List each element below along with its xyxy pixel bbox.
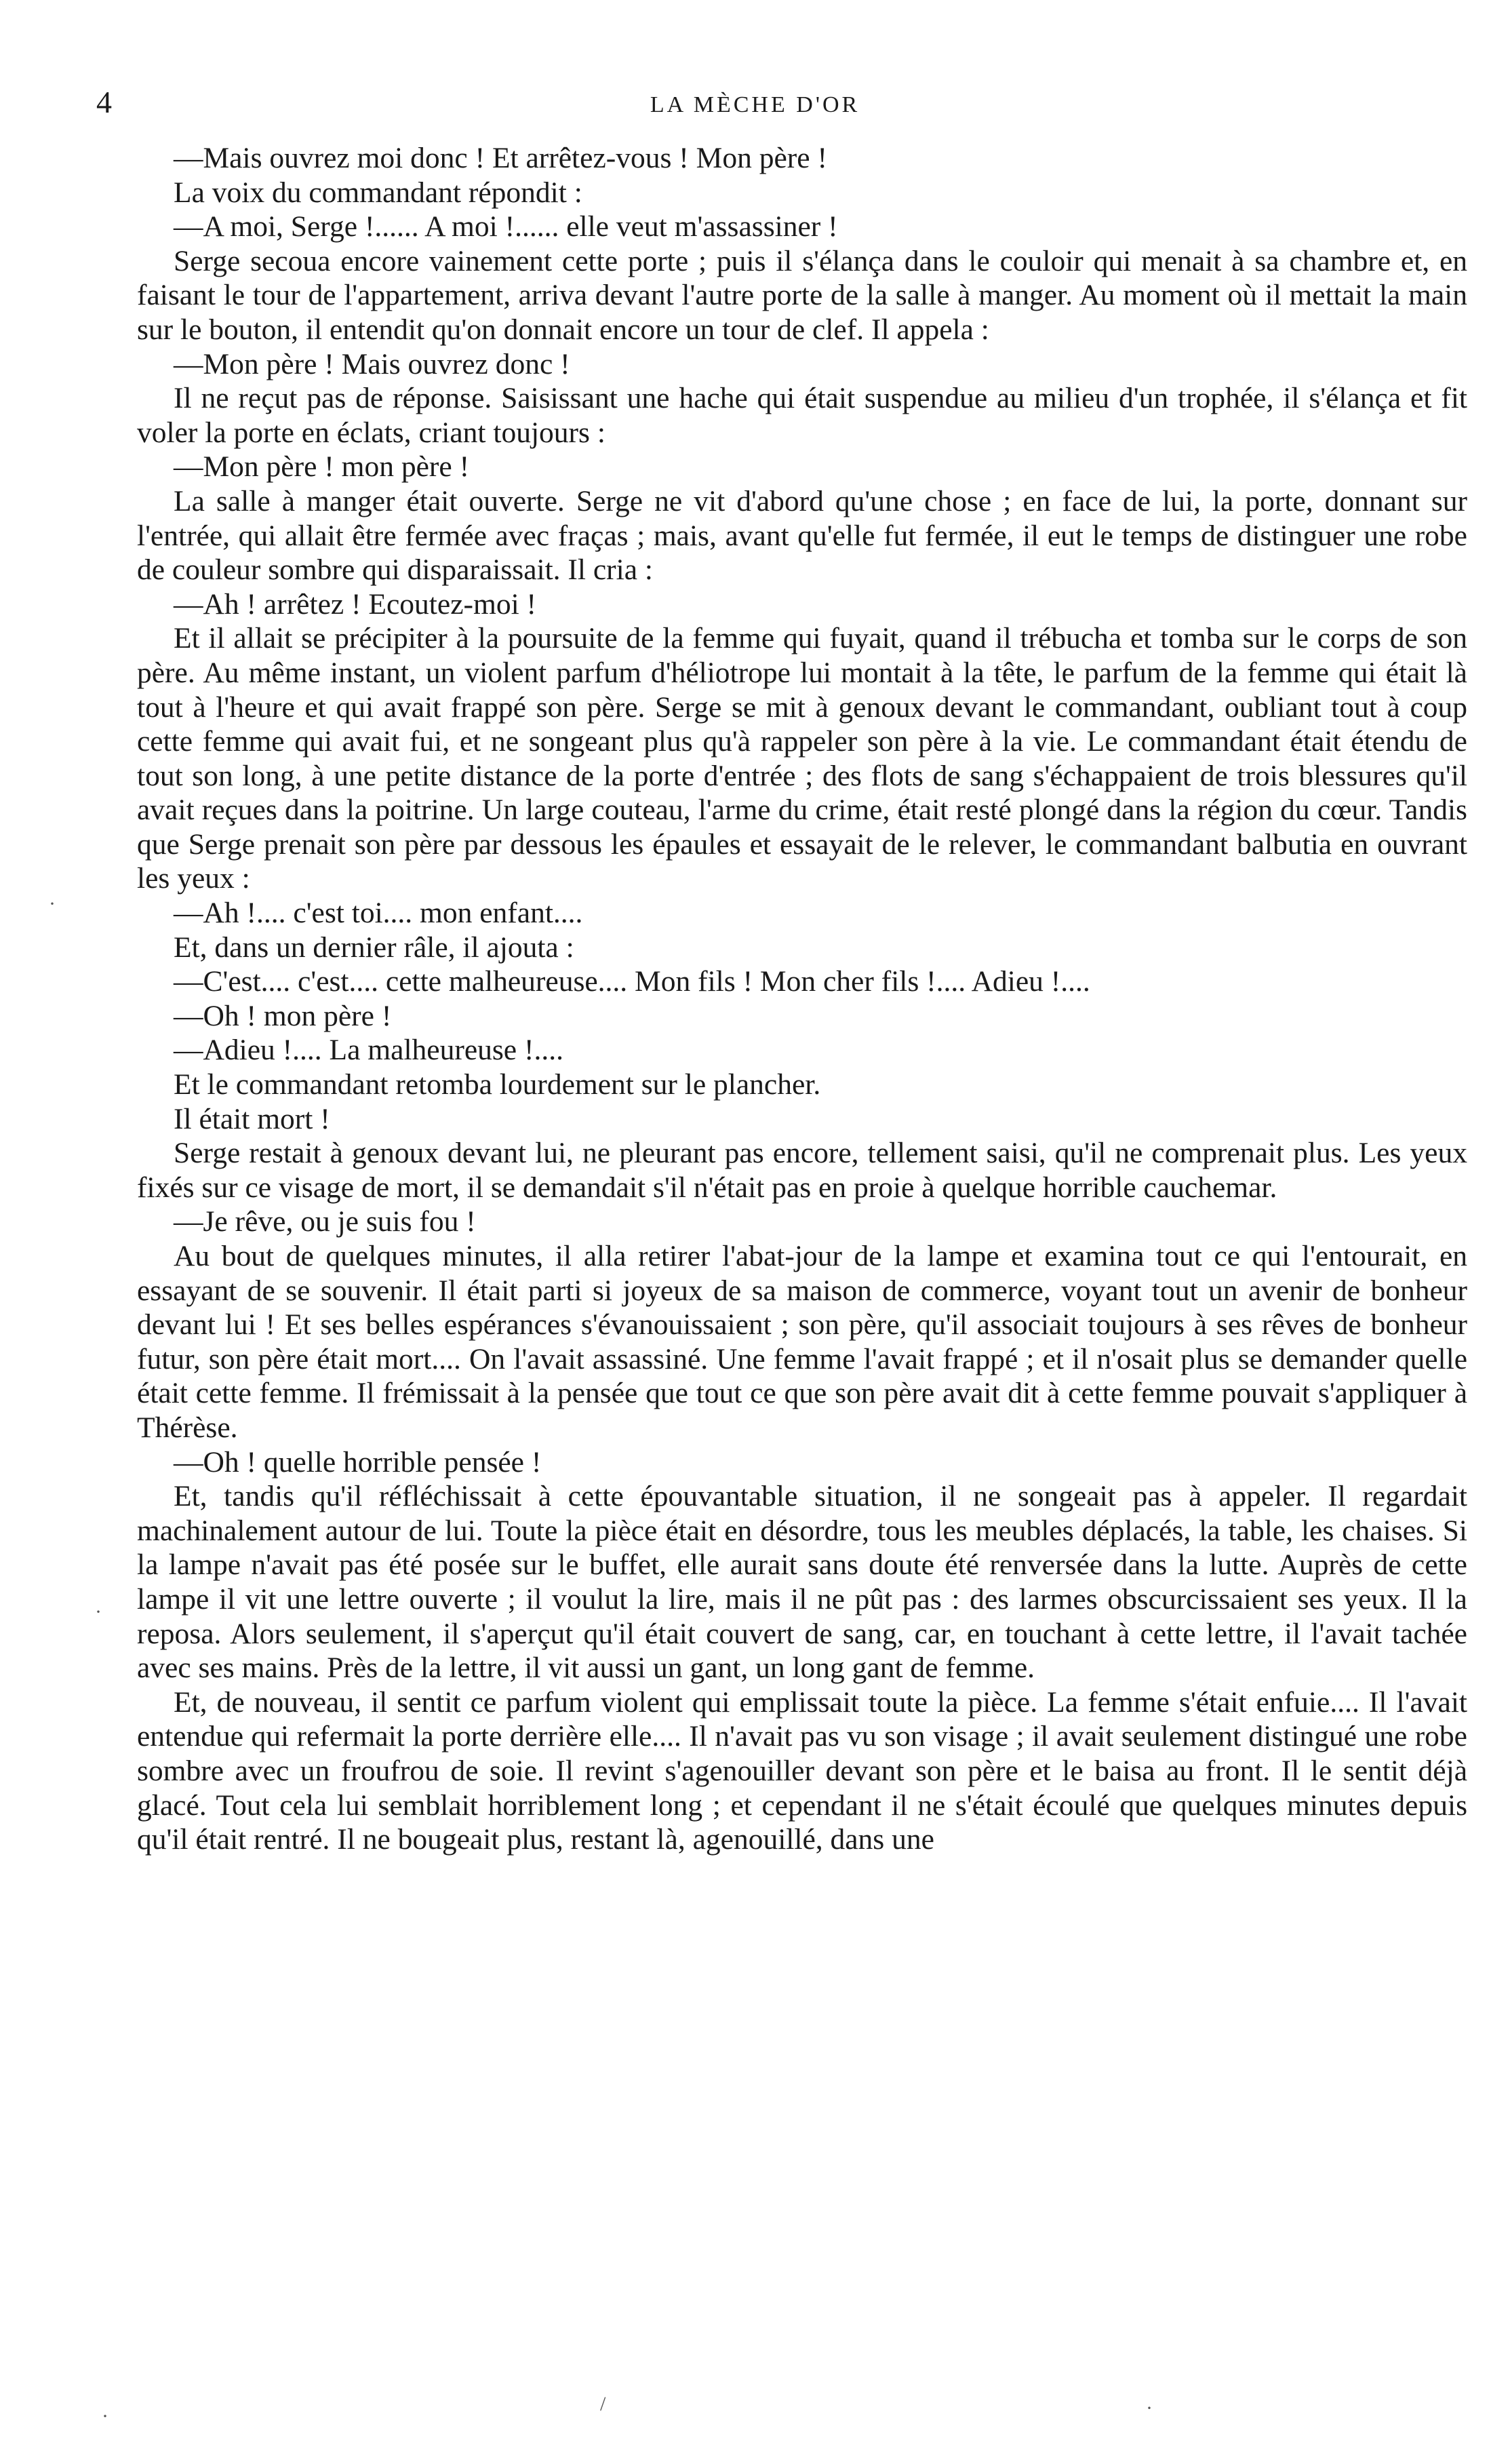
scan-speck: ·	[95, 1601, 102, 1623]
paragraph: La voix du commandant répondit :	[174, 176, 582, 209]
running-title: LA MÈCHE D'OR	[650, 92, 860, 117]
paragraph: Et le commandant retomba lourdement sur le plancher.	[174, 1068, 821, 1101]
paragraph: Et, tandis qu'il réfléchissait à cette épouvantable situation, il ne songeait pas à appeler. Il regardait machinalement autour de lui. Toute la pièce était en désordre, tous les meubles déplacés, la table, les chaises. Si la lampe n'avait pas été posée sur le buffet, elle aurait sans doute été renversée dans la lutte. Auprès de cette lampe il vit une lettre ouverte ; il voulut la lire, mais il ne pût pas : des larmes obscurcissaient ses yeux. Il la reposa. Alors seulement, il s'aperçut qu'il était couvert de sang, car, en touchant à cette lettre, il l'avait tachée avec ses mains. Près de la lettre, il vit aussi un gant, un long gant de femme.	[137, 1480, 1467, 1685]
body-text	[137, 141, 1467, 1857]
paragraph: Il était mort !	[174, 1102, 330, 1135]
paragraph: Et il allait se précipiter à la poursuite de la femme qui fuyait, quand il trébucha et tomba sur le corps de son père. Au même instant, un violent parfum d'héliotrope lui montait à la tête, le parfum de la femme qui était là tout à l'heure et qui avait frappé son père. Serge se mit à genoux devant le commandant, oubliant tout à coup cette femme qui avait fui, et ne songeant plus qu'à rappeler son père à la vie. Le commandant était étendu de tout son long, à une petite distance de la porte d'entrée ; des flots de sang s'échappaient de trois blessures qu'il avait reçues dans la poitrine. Un large couteau, l'arme du crime, était resté plongé dans la région du cœur. Tandis que Serge prenait son père par dessous les épaules et essayait de le relever, le commandant balbutia en ouvrant les yeux :	[137, 622, 1467, 895]
paragraph: —Ah !.... c'est toi.... mon enfant....	[174, 897, 583, 930]
paragraph: —Mais ouvrez moi donc ! Et arrêtez-vous ! Mon père !	[174, 142, 827, 174]
paragraph: Et, dans un dernier râle, il ajouta :	[174, 931, 574, 964]
paragraph: —C'est.... c'est.... cette malheureuse.... Mon fils ! Mon cher fils !.... Adieu !....	[174, 965, 1090, 998]
paragraph: Serge restait à genoux devant lui, ne pleurant pas encore, tellement saisi, qu'il ne comprenait plus. Les yeux fixés sur ce visage de mort, il se demandait s'il n'était pas en proie à quelque horrible cauchemar.	[137, 1137, 1467, 1204]
paragraph: —Oh ! mon père !	[174, 999, 392, 1032]
paragraph: Serge secoua encore vainement cette porte ; puis il s'élança dans le couloir qui menait à sa chambre et, en faisant le tour de l'appartement, arriva devant l'autre porte de la salle à manger. Au moment où il mettait la main sur le bouton, il entendit qu'on donnait encore un tour de clef. Il appela :	[137, 244, 1467, 346]
scan-speck: ·	[49, 893, 56, 915]
paragraph: —Oh ! quelle horrible pensée !	[174, 1445, 542, 1479]
paragraph: —A moi, Serge !...... A moi !...... elle veut m'assassiner !	[174, 210, 838, 243]
paragraph: —Mon père ! mon père !	[174, 450, 470, 484]
paragraph: La salle à manger était ouverte. Serge ne vit d'abord qu'une chose ; en face de lui, la porte, donnant sur l'entrée, qui allait être fermée avec fraças ; mais, avant qu'elle fut fermée, il eut le temps de distinguer une robe de couleur sombre qui disparaissait. Il cria :	[137, 484, 1467, 587]
paragraph: Et, de nouveau, il sentit ce parfum violent qui emplissait toute la pièce. La femme s'était enfuie.... Il l'avait entendue qui refermait la porte derrière elle.... Il n'avait pas vu son visage ; il avait seulement distingué une robe sombre avec un froufrou de soie. Il revint s'agenouiller devant son père et le baisa au front. Il le sentit déjà glacé. Tout cela lui semblait horriblement long ; et cependant il ne s'était écoulé que quelques minutes depuis qu'il était rentré. Il ne bougeait plus, restant là, agenouillé, dans une	[137, 1685, 1467, 1856]
paragraph: —Ah ! arrêtez ! Ecoutez-moi !	[174, 587, 537, 621]
paragraph: Au bout de quelques minutes, il alla retirer l'abat-jour de la lampe et examina tout ce qui l'entourait, en essayant de se souvenir. Il était parti si joyeux de sa maison de commerce, voyant tout un avenir de bonheur devant lui ! Et ses belles espérances s'évanouissaient ; son père, qu'il associait toujours à ses rêves de bonheur futur, son père était mort.... On l'avait assassiné. Une femme l'avait frappé ; et il n'osait plus se demander quelle était cette femme. Il frémissait à la pensée que tout ce que son père avait dit à cette femme pouvait s'appliquer à Thérèse.	[137, 1240, 1467, 1444]
scan-speck: /	[600, 2393, 606, 2415]
paragraph: —Mon père ! Mais ouvrez donc !	[174, 347, 570, 380]
paragraph: —Adieu !.... La malheureuse !....	[174, 1034, 563, 1067]
page-number: 4	[96, 85, 112, 119]
paragraph: Il ne reçut pas de réponse. Saisissant une hache qui était suspendue au milieu d'un trophée, il s'élança et fit voler la porte en éclats, criant toujours :	[137, 382, 1467, 449]
scan-speck: ·	[102, 2405, 108, 2427]
scan-speck: ·	[1146, 2397, 1153, 2419]
paragraph: —Je rêve, ou je suis fou !	[174, 1205, 476, 1238]
